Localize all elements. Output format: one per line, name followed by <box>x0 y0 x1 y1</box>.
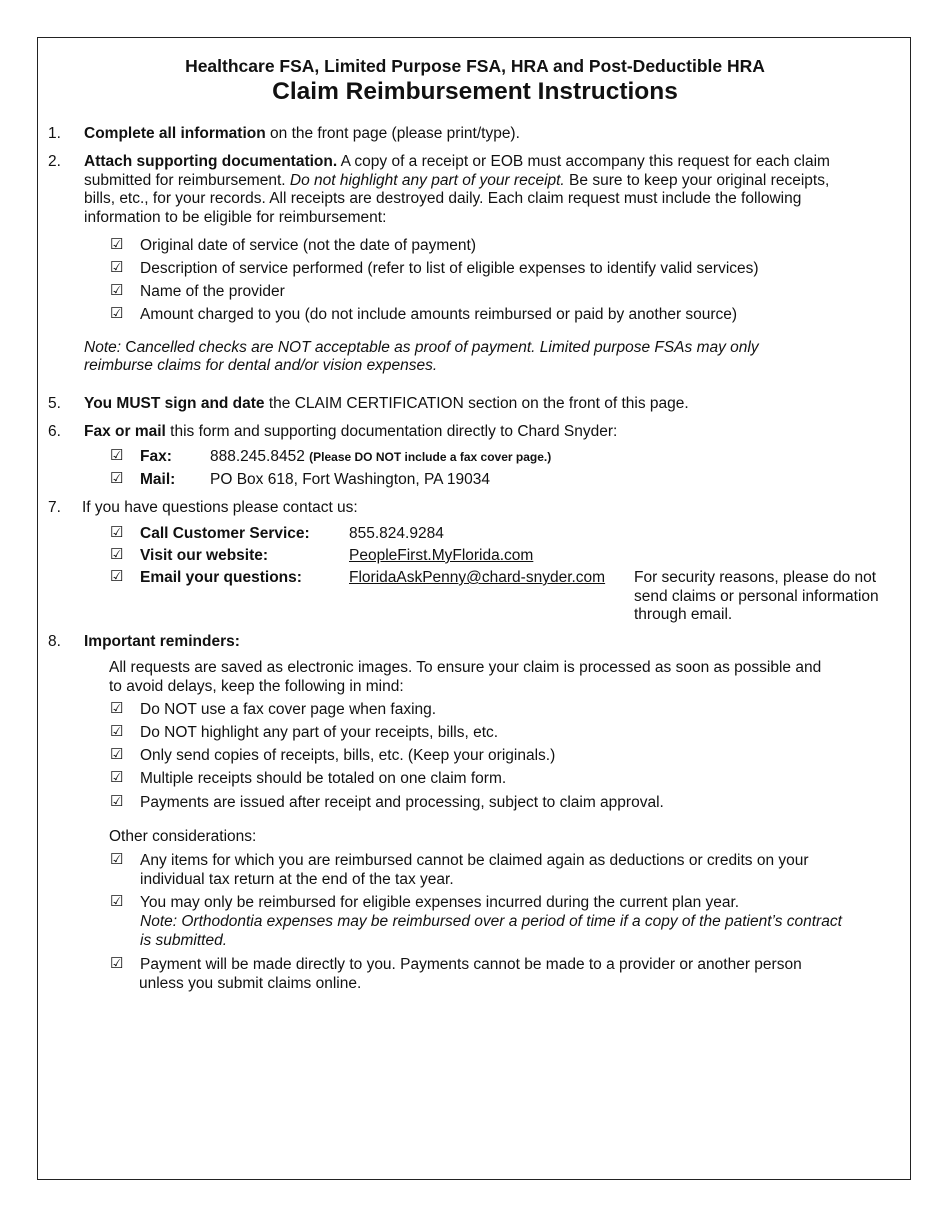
item-2-line-2 <box>84 171 829 190</box>
checkbox-icon <box>110 258 123 277</box>
reminder-3: Only send copies of receipts, bills, etc. (Keep your originals.) <box>140 747 556 764</box>
item-6-bold: Fax or mail <box>84 423 166 440</box>
checkbox-icon <box>110 792 123 811</box>
fax-number <box>210 447 551 467</box>
other-considerations-heading: Other considerations: <box>109 828 257 845</box>
consideration-3-line-2: unless you submit claims online. <box>139 975 362 992</box>
mail-address: PO Box 618, Fort Washington, PA 19034 <box>210 471 491 488</box>
item-2-number: 2. <box>48 153 61 170</box>
security-note-line-2: send claims or personal information <box>634 588 879 605</box>
consideration-2-line-2: Note: Orthodontia expenses may be reimbursed over a period of time if a copy of the patient’s contract <box>140 913 842 930</box>
checkbox-icon <box>110 722 123 741</box>
consideration-3-line-1: Payment will be made directly to you. Payments cannot be made to a provider or another person <box>140 956 802 973</box>
checkbox-icon <box>110 768 123 787</box>
website-link[interactable]: PeopleFirst.MyFlorida.com <box>349 547 534 564</box>
checkbox-icon <box>110 745 123 764</box>
document-subtitle: Healthcare FSA, Limited Purpose FSA, HRA and Post-Deductible HRA <box>185 56 765 76</box>
checkbox-icon <box>110 235 123 254</box>
item-2-note-line-2: reimburse claims for dental and/or vision expenses. <box>84 357 438 374</box>
checkbox-icon <box>110 850 123 869</box>
checkbox-icon <box>110 892 123 911</box>
checkbox-icon <box>110 281 123 300</box>
item-2-line-2a: submitted for reimbursement. <box>84 172 290 189</box>
fax-label: Fax: <box>140 448 172 465</box>
item-5-bold: You MUST sign and date <box>84 395 265 412</box>
item-2-line-4: information to be eligible for reimbursement: <box>84 209 387 226</box>
item-1-bold: Complete all information <box>84 125 266 142</box>
consideration-2-line-1: You may only be reimbursed for eligible expenses incurred during the current plan year. <box>140 894 740 911</box>
consideration-2-line-3: is submitted. <box>140 932 228 949</box>
checkbox-icon <box>110 523 123 542</box>
consideration-1-line-1: Any items for which you are reimbursed cannot be claimed again as deductions or credits on your <box>140 852 809 869</box>
call-label: Call Customer Service: <box>140 525 310 542</box>
item-8-intro-line-2: to avoid delays, keep the following in mind: <box>109 678 404 695</box>
item-1-rest: on the front page (please print/type). <box>265 125 520 142</box>
item-8-heading: Important reminders: <box>84 633 240 650</box>
item-8-number: 8. <box>48 633 61 650</box>
consideration-1-line-2: individual tax return at the end of the tax year. <box>140 871 454 888</box>
item-2-note-label: Note: <box>84 339 126 356</box>
fax-value: 888.245.8452 <box>210 448 305 465</box>
item-5-rest: the CLAIM CERTIFICATION section on the front of this page. <box>264 395 689 412</box>
checkbox-icon <box>110 304 123 323</box>
item-2-check-2: Description of service performed (refer to list of eligible expenses to identify valid services) <box>140 260 759 277</box>
email-link[interactable]: FloridaAskPenny@chard-snyder.com <box>349 569 606 586</box>
item-5-text <box>84 394 689 413</box>
website-label: Visit our website: <box>140 547 269 564</box>
checkbox-icon <box>110 699 123 718</box>
item-7-text: If you have questions please contact us: <box>82 499 358 516</box>
item-6-number: 6. <box>48 423 61 440</box>
item-7-number: 7. <box>48 499 61 516</box>
item-2-line-1-text: A copy of a receipt or EOB must accompany this request for each claim <box>337 153 830 170</box>
call-number: 855.824.9284 <box>349 525 444 542</box>
reminder-5: Payments are issued after receipt and processing, subject to claim approval. <box>140 794 664 811</box>
checkbox-icon <box>110 469 123 488</box>
fax-note: (Please DO NOT include a fax cover page.) <box>309 450 552 464</box>
checkbox-icon <box>110 954 123 973</box>
document-title: Claim Reimbursement Instructions <box>272 78 678 105</box>
reminder-1: Do NOT use a fax cover page when faxing. <box>140 701 437 718</box>
security-note-line-1: For security reasons, please do not <box>634 569 877 586</box>
item-2-line-2-italic: Do not highlight any part of your receipt. <box>289 172 565 189</box>
checkbox-icon <box>110 567 123 586</box>
item-2-note-c: C <box>125 339 137 356</box>
reminder-4: Multiple receipts should be totaled on one claim form. <box>140 770 507 787</box>
item-1-number: 1. <box>48 125 61 142</box>
email-label: Email your questions: <box>140 569 302 586</box>
item-2-line-3: bills, etc., for your records. All receipts are destroyed daily. Each claim request must include the following <box>84 190 802 207</box>
security-note-line-3: through email. <box>634 606 733 623</box>
item-6-text <box>84 422 617 441</box>
checkbox-icon <box>110 446 123 465</box>
item-8-intro-line-1: All requests are saved as electronic images. To ensure your claim is processed as soon as possible and <box>109 659 822 676</box>
item-6-rest: this form and supporting documentation directly to Chard Snyder: <box>165 423 618 440</box>
item-2-check-4: Amount charged to you (do not include amounts reimbursed or paid by another source) <box>140 306 738 323</box>
item-2-bold: Attach supporting documentation. <box>84 153 338 170</box>
checkbox-icon <box>110 545 123 564</box>
item-5-number: 5. <box>48 395 61 412</box>
item-2-line-1 <box>84 152 830 171</box>
item-2-line-2b: Be sure to keep your original receipts, <box>564 172 830 189</box>
mail-label: Mail: <box>140 471 176 488</box>
item-2-note-line-1 <box>84 338 759 357</box>
item-2-note-text: ancelled checks are NOT acceptable as proof of payment. Limited purpose FSAs may only <box>136 339 759 356</box>
item-2-check-1: Original date of service (not the date of payment) <box>140 237 477 254</box>
item-1-text <box>84 124 520 143</box>
item-2-check-3: Name of the provider <box>140 283 285 300</box>
reminder-2: Do NOT highlight any part of your receipts, bills, etc. <box>140 724 499 741</box>
